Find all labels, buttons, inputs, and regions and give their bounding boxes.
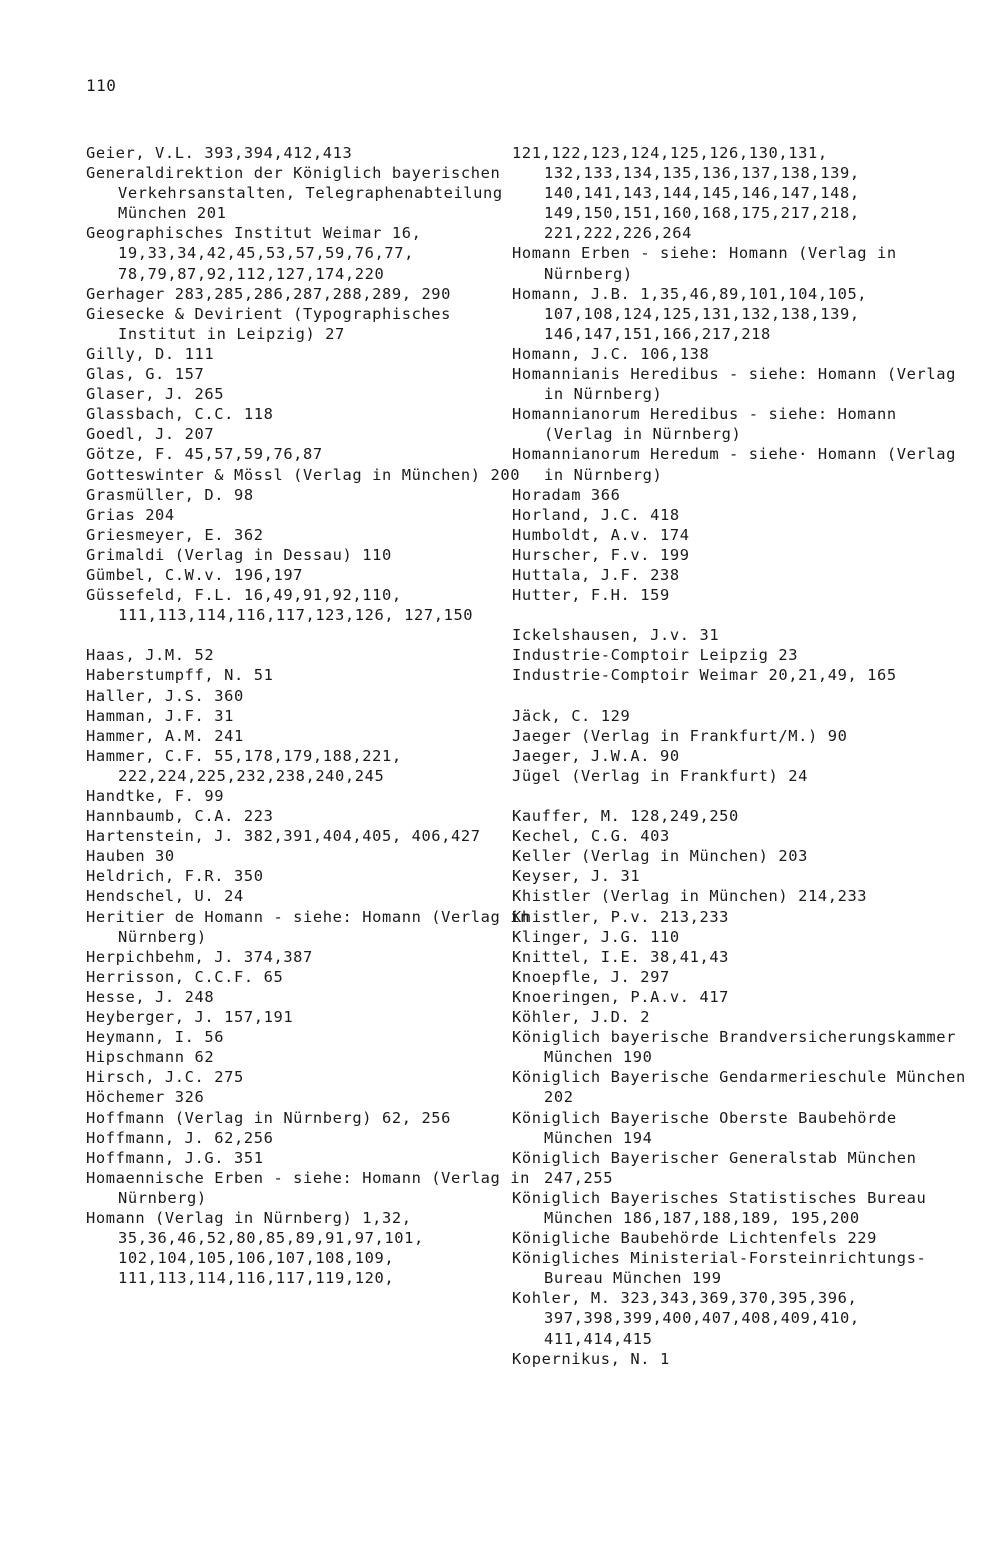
index-entry: Hoffmann (Verlag in Nürnberg) 62, 256: [86, 1108, 452, 1127]
letter-group-gap: [512, 686, 967, 706]
index-entry: Hendschel, U. 24: [86, 887, 244, 906]
index-entry: Hutter, F.H. 159: [512, 586, 670, 605]
index-entry: Khistler, P.v. 213,233: [512, 907, 730, 926]
index-entry: Klinger, J.G. 110: [512, 927, 680, 946]
index-entry: Grias 204: [86, 505, 175, 524]
index-entry: Haberstumpff, N. 51: [86, 666, 274, 685]
index-entry: Hartenstein, J. 382,391,404,405, 406,427: [86, 827, 481, 846]
index-column-right: [512, 143, 967, 1369]
index-entry: Königlich Bayerisches Statistisches Bureau München 186,187,188,189, 195,200: [512, 1188, 927, 1227]
index-entry: Geier, V.L. 393,394,412,413: [86, 144, 353, 162]
index-entry: Keyser, J. 31: [512, 867, 641, 886]
index-entry: Hoffmann, J. 62,256: [86, 1128, 274, 1147]
index-entry: Hesse, J. 248: [86, 987, 215, 1006]
index-entry: Homann, J.B. 1,35,46,89,101,104,105, 107,108,124,125,131,132,138,139, 146,147,151,166,217,218: [512, 284, 868, 343]
index-entry: 121,122,123,124,125,126,130,131, 132,133,134,135,136,137,138,139, 140,141,143,144,145,146,147,148, 149,150,151,160,168,175,217,218, 221,222,226,264: [512, 144, 860, 243]
index-entry: Kauffer, M. 128,249,250: [512, 807, 739, 826]
index-entry: Haas, J.M. 52: [86, 646, 215, 665]
index-column-left: [86, 143, 531, 1288]
index-entry: Industrie-Comptoir Leipzig 23: [512, 646, 799, 665]
index-entry: Knittel, I.E. 38,41,43: [512, 947, 730, 966]
index-entry: Gotteswinter & Mössl (Verlag in München) 200: [86, 465, 521, 484]
index-entry: Homann (Verlag in Nürnberg) 1,32, 35,36,46,52,80,85,89,91,97,101, 102,104,105,106,107,108,109, 111,113,114,116,117,119,120,: [86, 1208, 424, 1288]
index-entry: Hannbaumb, C.A. 223: [86, 807, 274, 826]
index-entry: Königlich Bayerische Gendarmerieschule München 202: [512, 1068, 966, 1107]
index-entry: Hurscher, F.v. 199: [512, 545, 690, 564]
index-entry: Gümbel, C.W.v. 196,197: [86, 565, 304, 584]
index-entry: Hoffmann, J.G. 351: [86, 1148, 264, 1167]
index-entry: Glas, G. 157: [86, 365, 205, 384]
index-entry: Heyberger, J. 157,191: [86, 1008, 294, 1027]
index-entry: Knoepfle, J. 297: [512, 967, 670, 986]
index-entry: Königlich Bayerischer Generalstab München 247,255: [512, 1148, 917, 1187]
index-entry: Giesecke & Devirient (Typographisches Institut in Leipzig) 27: [86, 304, 452, 343]
index-entry: Homann Erben - siehe: Homann (Verlag in Nürnberg): [512, 244, 897, 283]
index-entry: Höchemer 326: [86, 1088, 205, 1107]
index-entry: Jügel (Verlag in Frankfurt) 24: [512, 766, 808, 785]
page-number: 110: [86, 76, 117, 95]
index-entry: Hammer, A.M. 241: [86, 726, 244, 745]
index-entry: Gilly, D. 111: [86, 344, 215, 363]
index-entry: Huttala, J.F. 238: [512, 565, 680, 584]
index-entry: Jaeger, J.W.A. 90: [512, 746, 680, 765]
index-entry: Haller, J.S. 360: [86, 686, 244, 705]
index-entry: Geographisches Institut Weimar 16, 19,33,34,42,45,53,57,59,76,77, 78,79,87,92,112,127,174,220: [86, 224, 422, 283]
index-entry: Hamman, J.F. 31: [86, 706, 234, 725]
index-entry: Güssefeld, F.L. 16,49,91,92,110, 111,113,114,116,117,123,126, 127,150: [86, 586, 474, 625]
index-entry: Königliches Ministerial-Forsteinrichtungs-Bureau München 199: [512, 1249, 927, 1288]
index-entry: Horadam 366: [512, 485, 621, 504]
index-entry: Jäck, C. 129: [512, 706, 631, 725]
index-entry: Hauben 30: [86, 847, 175, 866]
index-entry: Heldrich, F.R. 350: [86, 867, 264, 886]
index-entry: Königlich bayerische Brandversicherungskammer München 190: [512, 1028, 956, 1067]
index-entry: Kechel, C.G. 403: [512, 827, 670, 846]
index-entry: Glassbach, C.C. 118: [86, 405, 274, 424]
index-entry: Königliche Baubehörde Lichtenfels 229: [512, 1229, 878, 1248]
index-entry: Jaeger (Verlag in Frankfurt/M.) 90: [512, 726, 848, 745]
index-entry: Homannianorum Heredibus - siehe: Homann (Verlag in Nürnberg): [512, 405, 897, 444]
index-entry: Herpichbehm, J. 374,387: [86, 947, 313, 966]
index-entry: Hammer, C.F. 55,178,179,188,221, 222,224,225,232,238,240,245: [86, 746, 402, 785]
letter-group-gap: [512, 786, 967, 806]
index-entry: Homannianorum Heredum - siehe· Homann (Verlag in Nürnberg): [512, 445, 956, 484]
letter-group-gap: [86, 625, 531, 645]
index-entry: Ickelshausen, J.v. 31: [512, 626, 720, 645]
index-entry: Khistler (Verlag in München) 214,233: [512, 887, 868, 906]
index-entry: Grasmüller, D. 98: [86, 485, 254, 504]
index-entry: Homannianis Heredibus - siehe: Homann (Verlag in Nürnberg): [512, 365, 956, 404]
index-entry: Heritier de Homann - siehe: Homann (Verlag in Nürnberg): [86, 907, 530, 946]
index-entry: Generaldirektion der Königlich bayerischen Verkehrsanstalten, Telegraphenabteilung München 201: [86, 164, 503, 223]
index-entry: Kopernikus, N. 1: [512, 1349, 670, 1368]
index-entry: Herrisson, C.C.F. 65: [86, 967, 284, 986]
index-entry: Humboldt, A.v. 174: [512, 525, 690, 544]
index-entry: Königlich Bayerische Oberste Baubehörde München 194: [512, 1108, 897, 1147]
index-entry: Industrie-Comptoir Weimar 20,21,49, 165: [512, 666, 897, 685]
index-entry: Götze, F. 45,57,59,76,87: [86, 445, 323, 464]
index-entry: Griesmeyer, E. 362: [86, 525, 264, 544]
index-entry: Heymann, I. 56: [86, 1028, 225, 1047]
index-entry: Handtke, F. 99: [86, 787, 225, 805]
index-entry: Glaser, J. 265: [86, 385, 225, 404]
index-entry: Hirsch, J.C. 275: [86, 1068, 244, 1087]
index-entry: Horland, J.C. 418: [512, 505, 680, 524]
index-entry: Homann, J.C. 106,138: [512, 344, 710, 363]
index-entry: Grimaldi (Verlag in Dessau) 110: [86, 545, 392, 564]
index-entry: Goedl, J. 207: [86, 425, 215, 444]
index-entry: Homaennische Erben - siehe: Homann (Verlag in Nürnberg): [86, 1168, 530, 1207]
index-entry: Köhler, J.D. 2: [512, 1008, 651, 1027]
index-entry: Knoeringen, P.A.v. 417: [512, 987, 730, 1006]
index-entry: Gerhager 283,285,286,287,288,289, 290: [86, 284, 452, 303]
letter-group-gap: [512, 605, 967, 625]
index-entry: Keller (Verlag in München) 203: [512, 847, 808, 866]
index-entry: Kohler, M. 323,343,369,370,395,396, 397,398,399,400,407,408,409,410, 411,414,415: [512, 1289, 860, 1348]
index-entry: Hipschmann 62: [86, 1048, 215, 1067]
